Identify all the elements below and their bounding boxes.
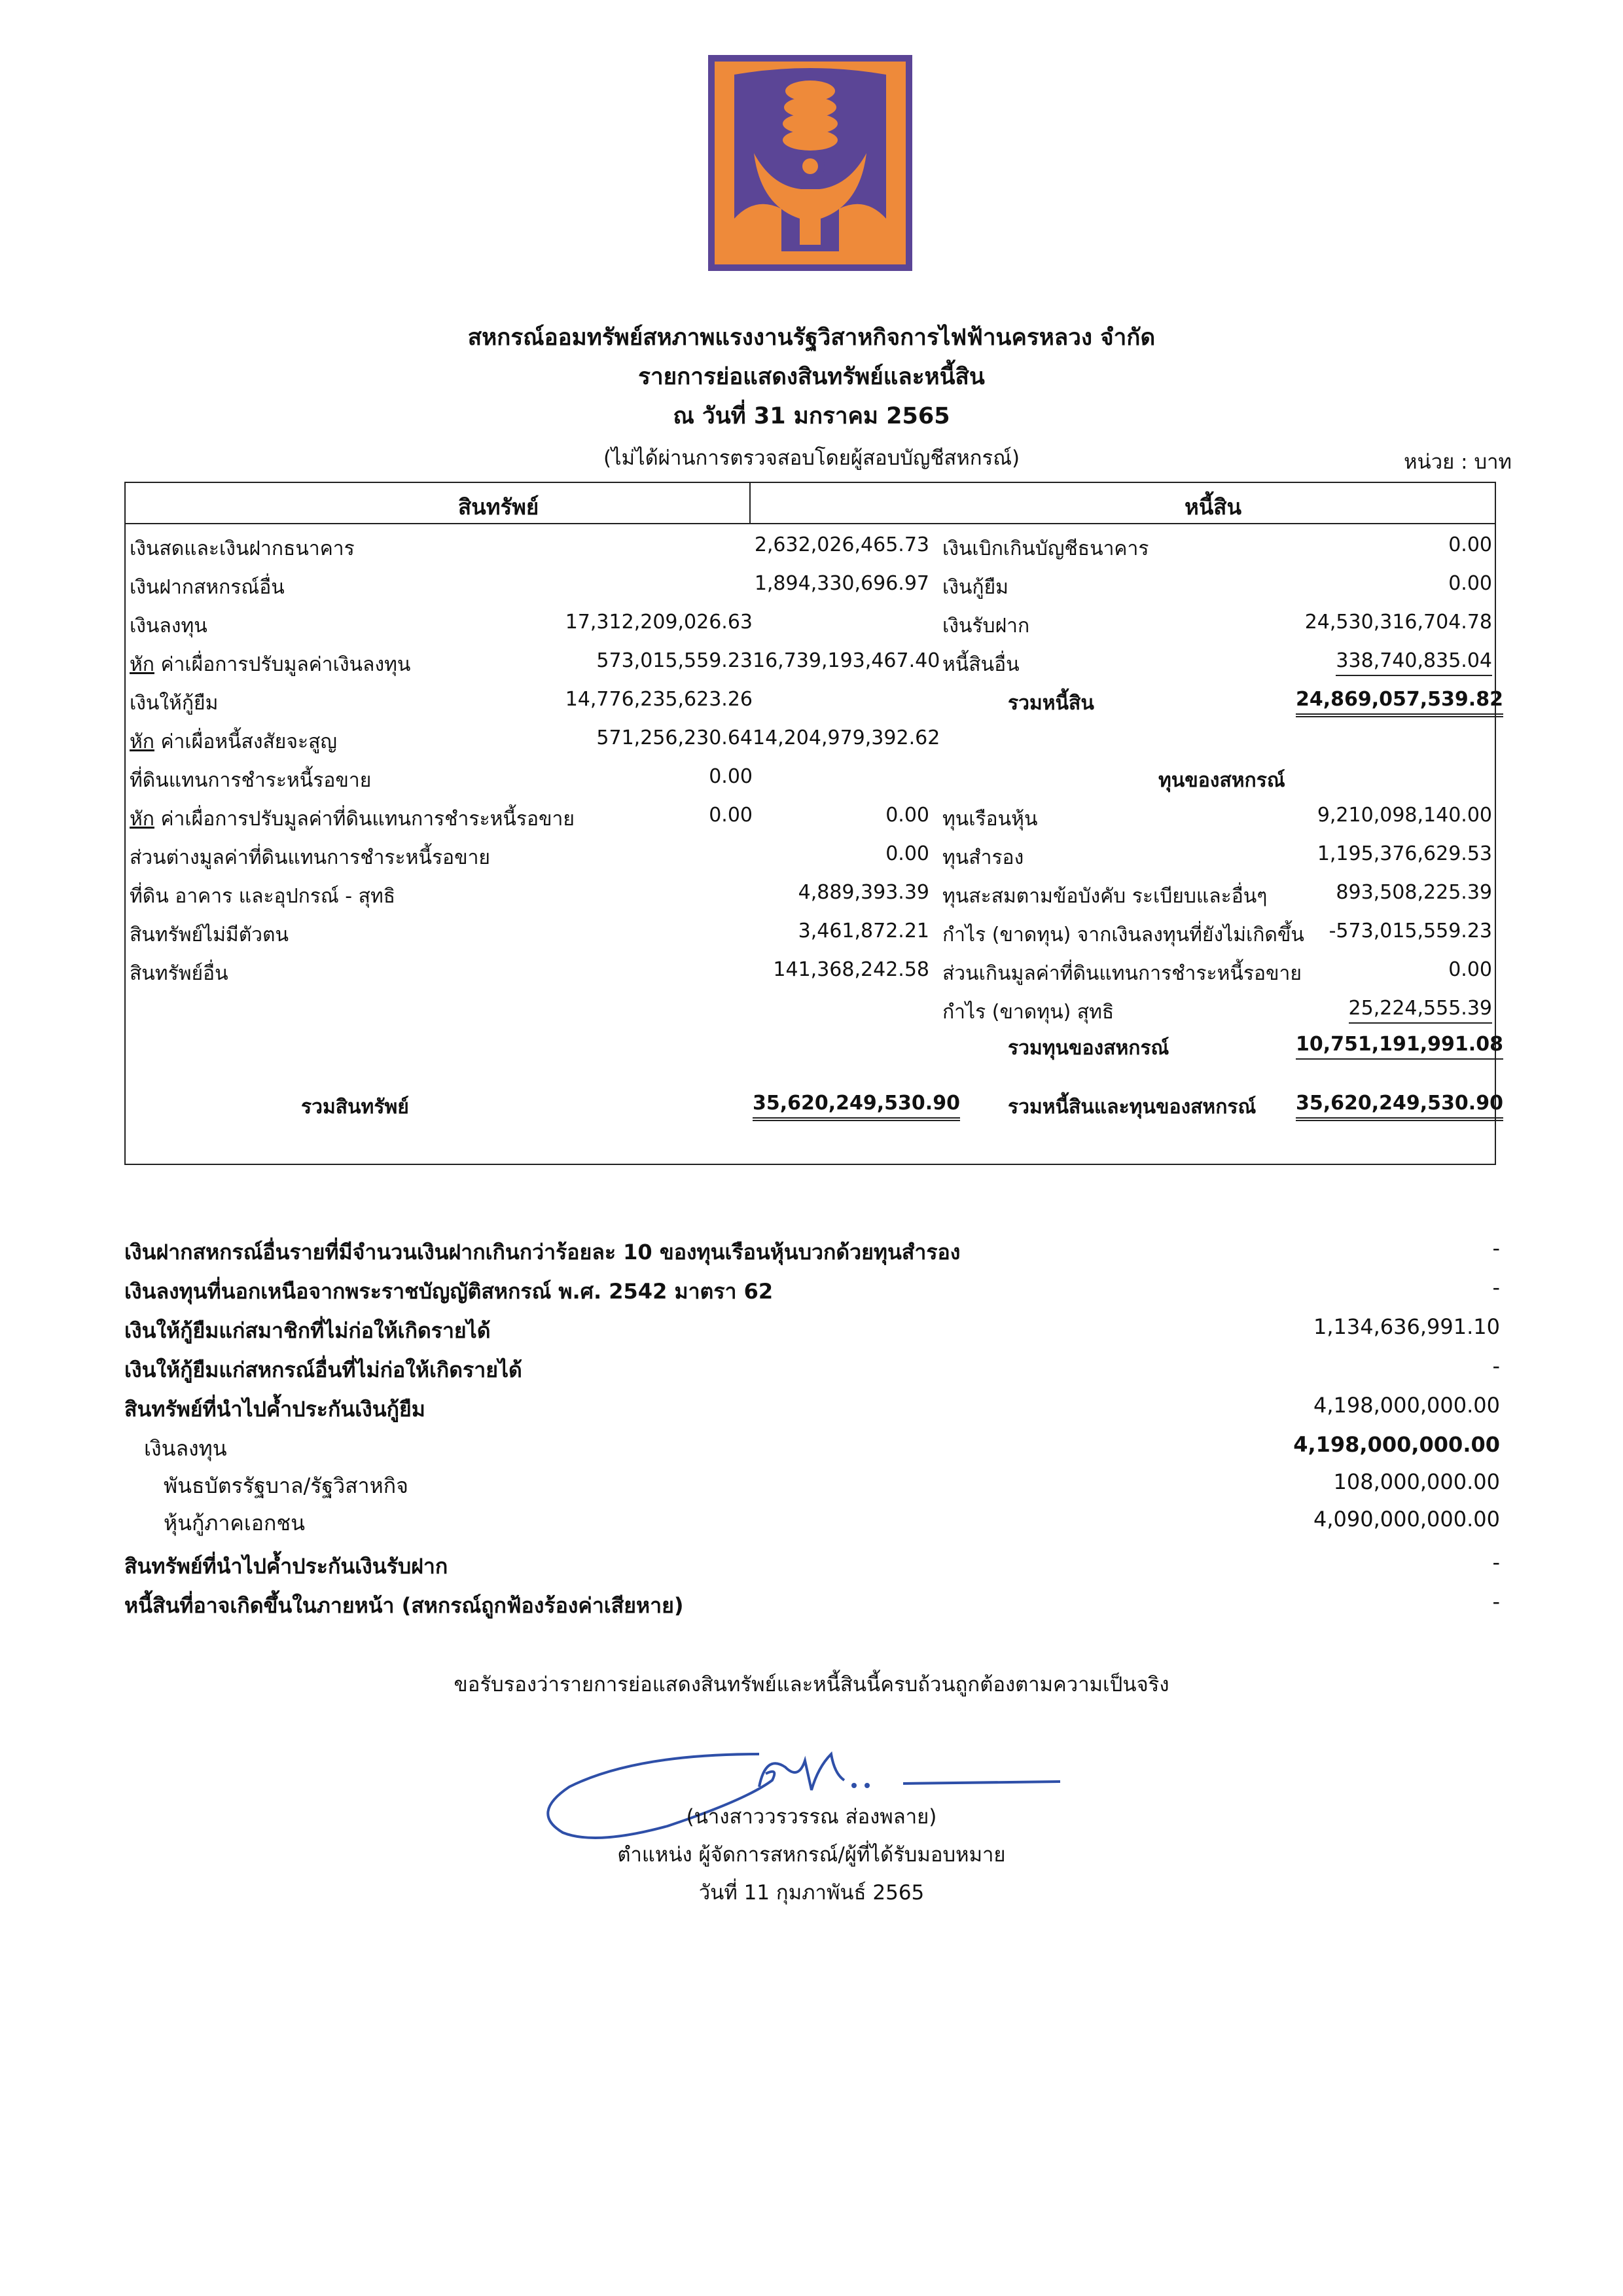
grand-total-value [1296,1092,1503,1130]
equity-heading: ทุนของสหกรณ์ [1158,769,1285,792]
asset-row-total [753,688,929,726]
equity-value-text: 0.00 [1448,958,1492,981]
liability-row-value [1296,533,1492,571]
grand-total-text: 35,620,249,530.90 [1296,1092,1503,1121]
note-label: เงินฝากสหกรณ์อื่นรายที่มีจำนวนเงินฝากเกินกว่าร้อยละ 10 ของทุนเรือนหุ้นบวกด้วยทุนสำรอง [124,1240,961,1265]
asset-row-text: เงินลงทุน [130,615,207,637]
liability-value-text: 338,740,835.04 [1336,649,1492,676]
liability-row-label: เงินเบิกเกินบัญชีธนาคาร [942,537,1149,560]
signatory-position: ตำแหน่ง ผู้จัดการสหกรณ์/ผู้ที่ได้รับมอบหมาย [617,1843,1006,1867]
note-label: หนี้สินที่อาจเกิดขึ้นในภายหน้า (สหกรณ์ถูกฟ้องร้องค่าเสียหาย) [124,1593,684,1618]
equity-value-text: 25,224,555.39 [1349,997,1492,1024]
assets-total-value: 35,620,249,530.90 [753,1092,929,1128]
note-value: 4,198,000,000.00 [1313,1393,1500,1418]
note-value: 108,000,000.00 [1333,1469,1500,1494]
asset-row-text: ค่าเผื่อการปรับมูลค่าที่ดินแทนการชำระหนี้รอขาย [154,808,575,831]
asset-row-subvalue: 14,776,235,623.26 [565,688,753,711]
asset-row-subvalue [563,958,753,996]
liability-row-value [1296,611,1492,649]
liability-row-label: เงินกู้ยืม [942,576,1008,599]
asset-row-subvalue [563,842,753,880]
asset-row-label [130,920,289,958]
asset-row-label [130,842,490,880]
asset-row-text: ค่าเผื่อหนี้สงสัยจะสูญ [154,730,337,753]
asset-row-text: ที่ดินแทนการชำระหนี้รอขาย [130,769,372,792]
note-label: เงินลงทุนที่นอกเหนือจากพระราชบัญญัติสหกรณ์ พ.ศ. 2542 มาตรา 62 [124,1279,774,1304]
equity-total-value [1296,1033,1503,1071]
asset-row-text: เงินฝากสหกรณ์อื่น [130,576,285,599]
assets-total-label: รวมสินทรัพย์ [301,1096,409,1119]
asset-row-total: 3,461,872.21 [798,920,929,942]
asset-row-subvalue: 571,256,230.64 [596,726,753,749]
asset-row-total: 4,889,393.39 [798,881,929,904]
signature-date: วันที่ 11 กุมภาพันธ์ 2565 [698,1881,925,1905]
liabilities-total-text: 24,869,057,539.82 [1296,688,1503,717]
deduct-prefix: หัก [130,730,154,753]
note-label: สินทรัพย์ที่นำไปค้ำประกันเงินกู้ยืม [124,1397,425,1422]
liability-value-text: 24,530,316,704.78 [1304,611,1492,634]
note-value: - [1492,1550,1500,1575]
certify-text: ขอรับรองว่ารายการย่อแสดงสินทรัพย์และหนี้สินนี้ครบถ้วนถูกต้องตามความเป็นจริง [454,1673,1169,1696]
deduct-prefix: หัก [130,808,154,831]
asset-row-total: 141,368,242.58 [773,958,929,981]
liability-value-text: 0.00 [1448,533,1492,556]
equity-row-value [1296,842,1492,880]
equity-total-label: รวมทุนของสหกรณ์ [1008,1037,1169,1060]
equity-row-value [1296,958,1492,996]
note-label: สินทรัพย์ที่นำไปค้ำประกันเงินรับฝาก [124,1554,448,1579]
asset-row-label [130,572,285,610]
asset-row-total [753,765,929,803]
asset-row-text: เงินสดและเงินฝากธนาคาร [130,537,355,560]
equity-total-text: 10,751,191,991.08 [1296,1033,1503,1060]
asset-row-label [130,611,207,649]
asset-row-subvalue: 573,015,559.23 [596,649,753,672]
note-value: 1,134,636,991.10 [1313,1314,1500,1339]
asset-row-total: 1,894,330,696.97 [754,572,929,595]
asset-row-total [753,611,929,649]
report-title: รายการย่อแสดงสินทรัพย์และหนี้สิน [638,364,985,390]
note-value: - [1492,1236,1500,1261]
equity-value-text: -573,015,559.23 [1329,920,1492,942]
asset-row-label [130,958,228,996]
note-label: เงินให้กู้ยืมแก่สมาชิกที่ไม่ก่อให้เกิดรายได้ [124,1318,491,1343]
equity-row-label: กำไร (ขาดทุน) สุทธิ [942,1001,1115,1024]
audit-note: (ไม่ได้ผ่านการตรวจสอบโดยผู้สอบบัญชีสหกรณ์) [603,446,1020,470]
asset-row-label [130,688,218,726]
asset-row-total: 16,739,193,467.40 [753,649,940,672]
asset-row-text: ส่วนต่างมูลค่าที่ดินแทนการชำระหนี้รอขาย [130,846,491,869]
liabilities-total-value [1296,688,1503,726]
note-value: - [1492,1275,1500,1300]
equity-row-value [1296,920,1492,958]
asset-row-label [130,533,355,571]
equity-row-value [1296,804,1492,842]
asset-row-total: 2,632,026,465.73 [754,533,929,556]
asset-row-subvalue: 17,312,209,026.63 [565,611,753,634]
asset-row-total: 0.00 [885,842,929,865]
asset-row-subvalue: 0.00 [709,804,753,827]
grand-total-label: รวมหนี้สินและทุนของสหกรณ์ [1008,1096,1257,1119]
asset-row-subvalue [563,533,753,571]
asset-row-subvalue [563,920,753,958]
equity-row-label: ทุนสะสมตามข้อบังคับ ระเบียบและอื่นๆ [942,885,1268,908]
unit-label: หน่วย : บาท [1404,450,1512,474]
cooperative-logo [708,55,912,271]
asset-row-text: สินทรัพย์อื่น [130,962,228,985]
asset-row-label [130,881,395,919]
liability-row-value [1296,649,1492,687]
note-label: เงินให้กู้ยืมแก่สหกรณ์อื่นที่ไม่ก่อให้เกิดรายได้ [124,1357,522,1382]
asset-row-subvalue: 0.00 [709,765,753,788]
deduct-prefix: หัก [130,653,154,676]
equity-row-label: ส่วนเกินมูลค่าที่ดินแทนการชำระหนี้รอขาย [942,962,1302,985]
equity-row-label: ทุนเรือนหุ้น [942,808,1038,831]
asset-row-text: เงินให้กู้ยืม [130,692,219,715]
note-label: พันธบัตรรัฐบาล/รัฐวิสาหกิจ [164,1473,408,1498]
liabilities-total-label: รวมหนี้สิน [1008,692,1094,715]
equity-value-text: 9,210,098,140.00 [1317,804,1492,827]
equity-row-value [1296,881,1492,919]
equity-row-label: กำไร (ขาดทุน) จากเงินลงทุนที่ยังไม่เกิดขึ้น [942,924,1304,946]
note-label: เงินลงทุน [144,1436,227,1461]
equity-value-text: 893,508,225.39 [1336,881,1492,904]
asset-row-text: ที่ดิน อาคาร และอุปกรณ์ - สุทธิ [130,885,396,908]
liability-row-label: เงินรับฝาก [942,615,1030,637]
assets-heading: สินทรัพย์ [458,494,539,520]
note-value: 4,198,000,000.00 [1293,1432,1500,1457]
note-value: 4,090,000,000.00 [1313,1507,1500,1532]
note-value: - [1492,1589,1500,1614]
header-column-divider [749,483,751,524]
liability-row-label: หนี้สินอื่น [942,653,1020,676]
asset-row-text: สินทรัพย์ไม่มีตัวตน [130,924,289,946]
note-label: หุ้นกู้ภาคเอกชน [164,1511,305,1535]
note-value: - [1492,1354,1500,1378]
asset-row-label [130,649,410,687]
asset-row-total: 14,204,979,392.62 [753,726,940,749]
liability-row-value [1296,572,1492,610]
report-date: ณ วันที่ 31 มกราคม 2565 [673,403,950,429]
asset-row-text: ค่าเผื่อการปรับมูลค่าเงินลงทุน [154,653,411,676]
asset-row-label [130,765,371,803]
equity-row-label: ทุนสำรอง [942,846,1024,869]
table-header-divider [124,523,1495,524]
equity-value-text: 1,195,376,629.53 [1317,842,1492,865]
asset-row-subvalue [563,572,753,610]
liability-value-text: 0.00 [1448,572,1492,595]
equity-row-value [1296,997,1492,1035]
asset-row-subvalue [563,881,753,919]
signatory-name: (นางสาววรวรรณ ส่องพลาย) [686,1805,937,1829]
asset-row-total: 0.00 [885,804,929,827]
asset-row-label [130,726,337,764]
org-name: สหกรณ์ออมทรัพย์สหภาพแรงงานรัฐวิสาหกิจการไฟฟ้านครหลวง จำกัด [467,325,1156,351]
asset-row-label [130,804,575,842]
liabilities-heading: หนี้สิน [1185,494,1242,520]
